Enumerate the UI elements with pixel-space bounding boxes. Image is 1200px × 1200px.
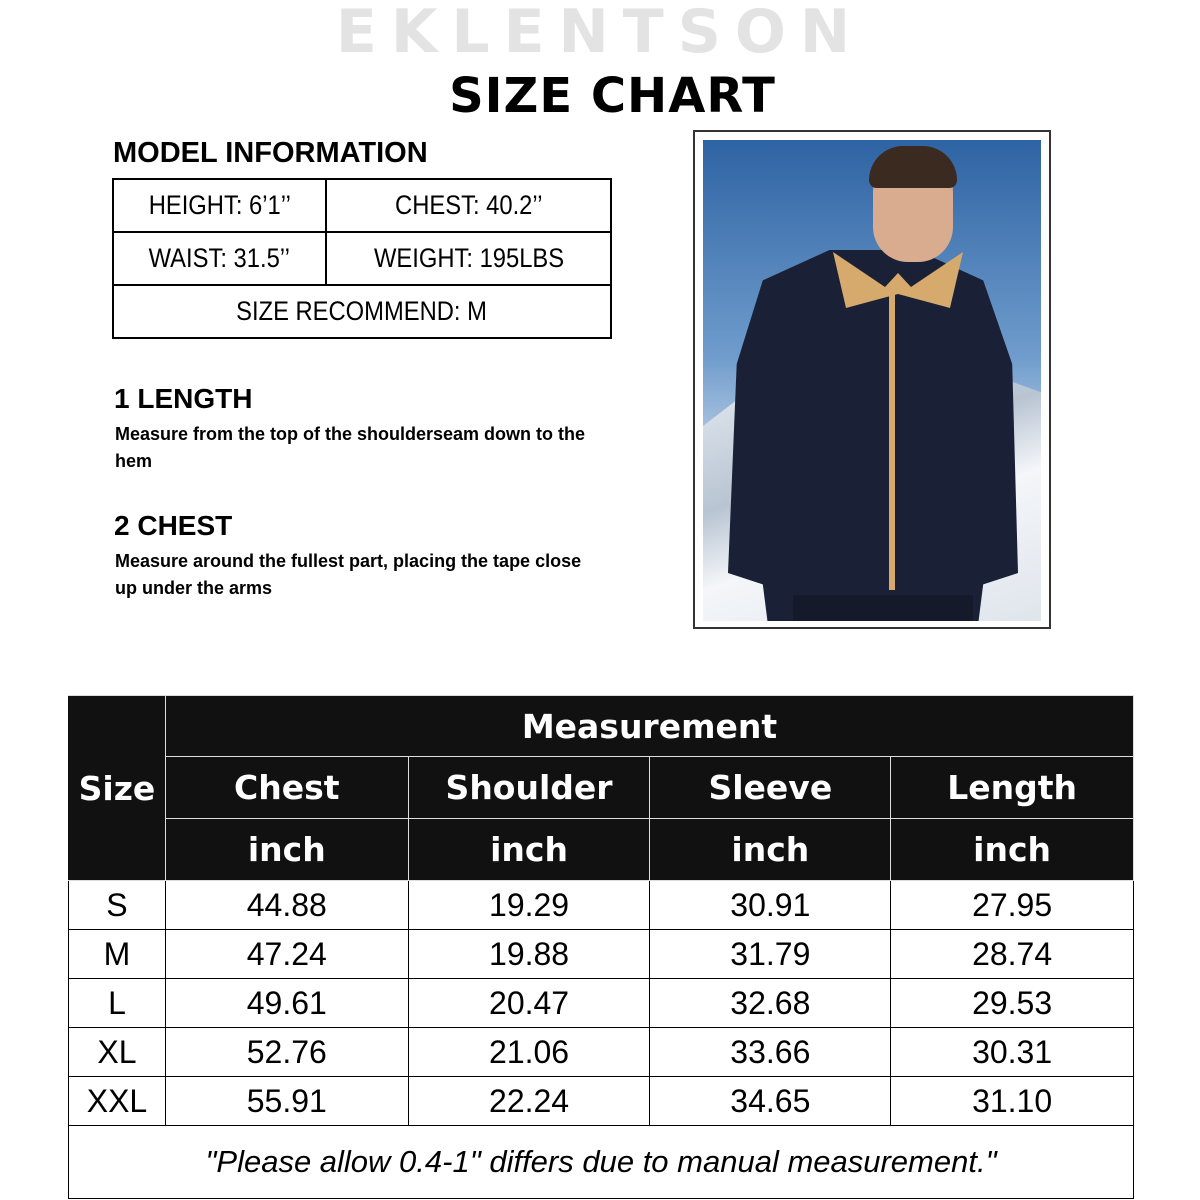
unit-label: inch [891,819,1134,881]
size-cell: S [69,881,166,930]
model-weight: WEIGHT: 195LBS [326,232,611,285]
value-cell: 44.88 [165,881,408,930]
table-row [69,1028,1134,1077]
value-cell: 19.88 [408,930,650,979]
model-information-heading: MODEL INFORMATION [113,137,428,169]
value-cell: 30.31 [891,1028,1134,1077]
length-description: Measure from the top of the shoulderseam down to the hem [115,424,586,471]
size-cell: L [69,979,166,1028]
table-row [69,881,1134,930]
value-cell: 32.68 [650,979,891,1028]
size-cell: XL [69,1028,166,1077]
unit-label: inch [650,819,891,881]
value-cell: 31.10 [891,1077,1134,1126]
value-cell: 52.76 [165,1028,408,1077]
value-cell: 28.74 [891,930,1134,979]
column-header-shoulder: Shoulder [408,757,650,819]
chest-heading: 2 CHEST [114,510,233,541]
table-row [69,930,1134,979]
value-cell: 20.47 [408,979,650,1028]
size-cell: XXL [69,1077,166,1126]
value-cell: 47.24 [165,930,408,979]
chest-description: Measure around the fullest part, placing the tape close up under the arms [115,551,582,598]
model-photo-frame [693,130,1051,629]
column-header-sleeve: Sleeve [650,757,891,819]
size-cell: M [69,930,166,979]
value-cell: 29.53 [891,979,1134,1028]
table-row [69,1077,1134,1126]
model-hair [869,146,957,188]
size-table [68,695,1134,1199]
jacket-placket [889,290,895,590]
jeans [793,595,973,621]
column-header-chest: Chest [165,757,408,819]
model-chest: CHEST: 40.2’’ [326,179,611,232]
value-cell: 21.06 [408,1028,650,1077]
measurement-footnote: "Please allow 0.4-1" differs due to manual measurement." [69,1126,1134,1199]
model-information-table [112,178,612,339]
value-cell: 22.24 [408,1077,650,1126]
page-title: SIZE CHART [449,68,776,124]
unit-label: inch [165,819,408,881]
navy-jacket [728,250,1018,621]
value-cell: 49.61 [165,979,408,1028]
length-heading: 1 LENGTH [114,383,253,414]
value-cell: 31.79 [650,930,891,979]
model-height: HEIGHT: 6’1’’ [113,179,326,232]
value-cell: 27.95 [891,881,1134,930]
model-size-recommend: SIZE RECOMMEND: M [113,285,611,338]
size-header: Size [69,696,166,881]
unit-label: inch [408,819,650,881]
value-cell: 19.29 [408,881,650,930]
measurement-header: Measurement [165,696,1133,757]
column-header-length: Length [891,757,1134,819]
value-cell: 55.91 [165,1077,408,1126]
model-waist: WAIST: 31.5’’ [113,232,326,285]
value-cell: 30.91 [650,881,891,930]
model-photo [703,140,1041,621]
brand-watermark: EKLENTSON [335,0,865,67]
value-cell: 34.65 [650,1077,891,1126]
table-row [69,979,1134,1028]
value-cell: 33.66 [650,1028,891,1077]
